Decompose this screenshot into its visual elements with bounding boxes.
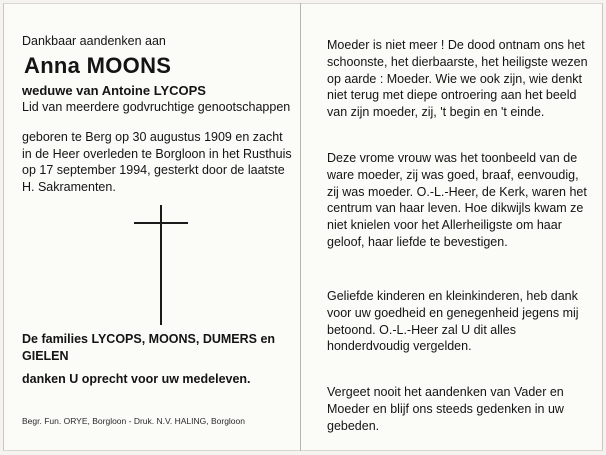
biography-text: geboren te Berg op 30 augustus 1909 en zacht in de Heer overleden te Borgloon in het Rusthuis op 17 september 1994, gesterkt door de laatste H. Sakramenten.: [22, 130, 292, 194]
membership-text: Lid van meerdere godvruchtige genootschappen: [22, 100, 291, 114]
families-text: De families LYCOPS, MOONS, DUMERS en GIELEN: [22, 332, 276, 363]
cross-icon: [134, 205, 188, 325]
poem-paragraph-4: Vergeet nooit het aandenken van Vader en Moeder en blijf ons steeds gedenken in uw gebeden.: [327, 385, 564, 433]
poem-paragraph-3: Geliefde kinderen en kleinkinderen, heb dank voor uw goedheid en genegenheid jegens mij betoond. O.-L.-Heer zal U dit alles honderdvoudig vergelden.: [327, 289, 579, 354]
deceased-name: Anna MOONS: [24, 53, 172, 78]
thanks-text: danken U oprecht voor uw medeleven.: [22, 372, 251, 386]
widow-of-text: weduwe van Antoine LYCOPS: [22, 83, 206, 98]
intro-text: Dankbaar aandenken aan: [22, 34, 166, 48]
fold-line: [300, 3, 301, 451]
poem-paragraph-1: Moeder is niet meer ! De dood ontnam ons het schoonste, het dierbaarste, het heiligste wezen op aarde : Moeder. Wie we ook zijn, wie denkt niet terug met diepe ontroering aan het beeld van zijn moeder, zij, 't begin en 't einde.: [327, 38, 588, 120]
poem-paragraph-2: Deze vrome vrouw was het toonbeeld van de ware moeder, zij was goed, braaf, eenvoudig, zij was moeder. O.-L.-Heer, de Kerk, waren het centrum van haar leven. Hoe dikwijls kwam ze niet knielen voor het Allerheiligste om haar geloof, haar liefde te bevestigen.: [327, 151, 587, 249]
printer-credits: Begr. Fun. ORYE, Borgloon - Druk. N.V. HALING, Borgloon: [22, 416, 245, 426]
